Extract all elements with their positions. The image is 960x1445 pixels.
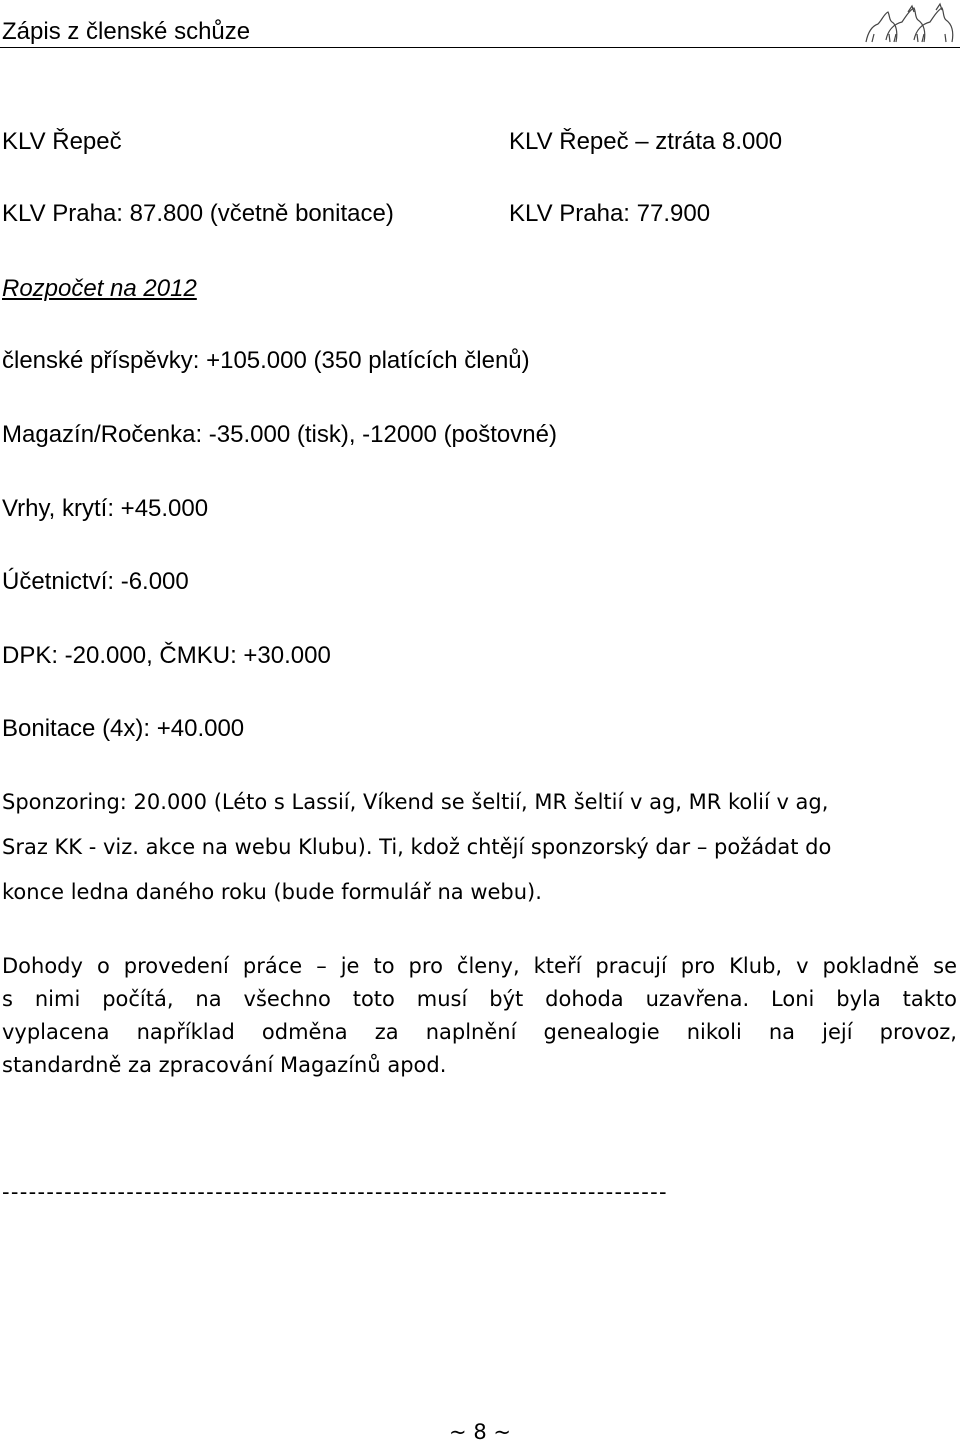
agreements-line: standardně za zpracování Magazínů apod. <box>2 1053 447 1077</box>
sponsoring-line: konce ledna daného roku (bude formulář na webu). <box>2 880 542 904</box>
dashed-separator: --------------------------------------------------------------------------- <box>2 1180 668 1204</box>
result-row <box>2 128 783 156</box>
agreements-line: Dohody o provedení práce – je to pro členy, kteří pracují pro Klub, v pokladně se <box>2 954 957 978</box>
result-left: KLV Praha: 87.800 (včetně bonitace) <box>2 200 394 227</box>
agreements-line: s nimi počítá, na všechno toto musí být dohoda uzavřena. Loni byla takto <box>2 987 957 1011</box>
budget-heading: Rozpočet na 2012 <box>2 275 197 302</box>
budget-item: Účetnictví: -6.000 <box>2 568 189 595</box>
dog-logo-icon <box>862 2 958 46</box>
document-title: Zápis z členské schůze <box>2 18 251 45</box>
page-number: ~ 8 ~ <box>449 1420 511 1444</box>
header-divider <box>0 47 960 48</box>
budget-item: Magazín/Ročenka: -35.000 (tisk), -12000 (poštovné) <box>2 421 557 448</box>
result-right: KLV Praha: 77.900 <box>509 200 711 227</box>
budget-item: Bonitace (4x): +40.000 <box>2 715 245 742</box>
result-row <box>2 200 711 228</box>
budget-item: Vrhy, krytí: +45.000 <box>2 495 209 522</box>
result-left: KLV Řepeč <box>2 128 122 155</box>
agreements-line: vyplacena například odměna za naplnění genealogie nikoli na její provoz, <box>2 1020 957 1044</box>
sponsoring-line: Sponzoring: 20.000 (Léto s Lassií, Víkend se šeltií, MR šeltií v ag, MR kolií v ag, <box>2 790 829 814</box>
budget-item: členské příspěvky: +105.000 (350 platících členů) <box>2 347 530 374</box>
sponsoring-line: Sraz KK - viz. akce na webu Klubu). Ti, kdož chtějí sponzorský dar – požádat do <box>2 835 832 859</box>
result-right: KLV Řepeč – ztráta 8.000 <box>509 128 783 155</box>
budget-item: DPK: -20.000, ČMKU: +30.000 <box>2 642 331 669</box>
